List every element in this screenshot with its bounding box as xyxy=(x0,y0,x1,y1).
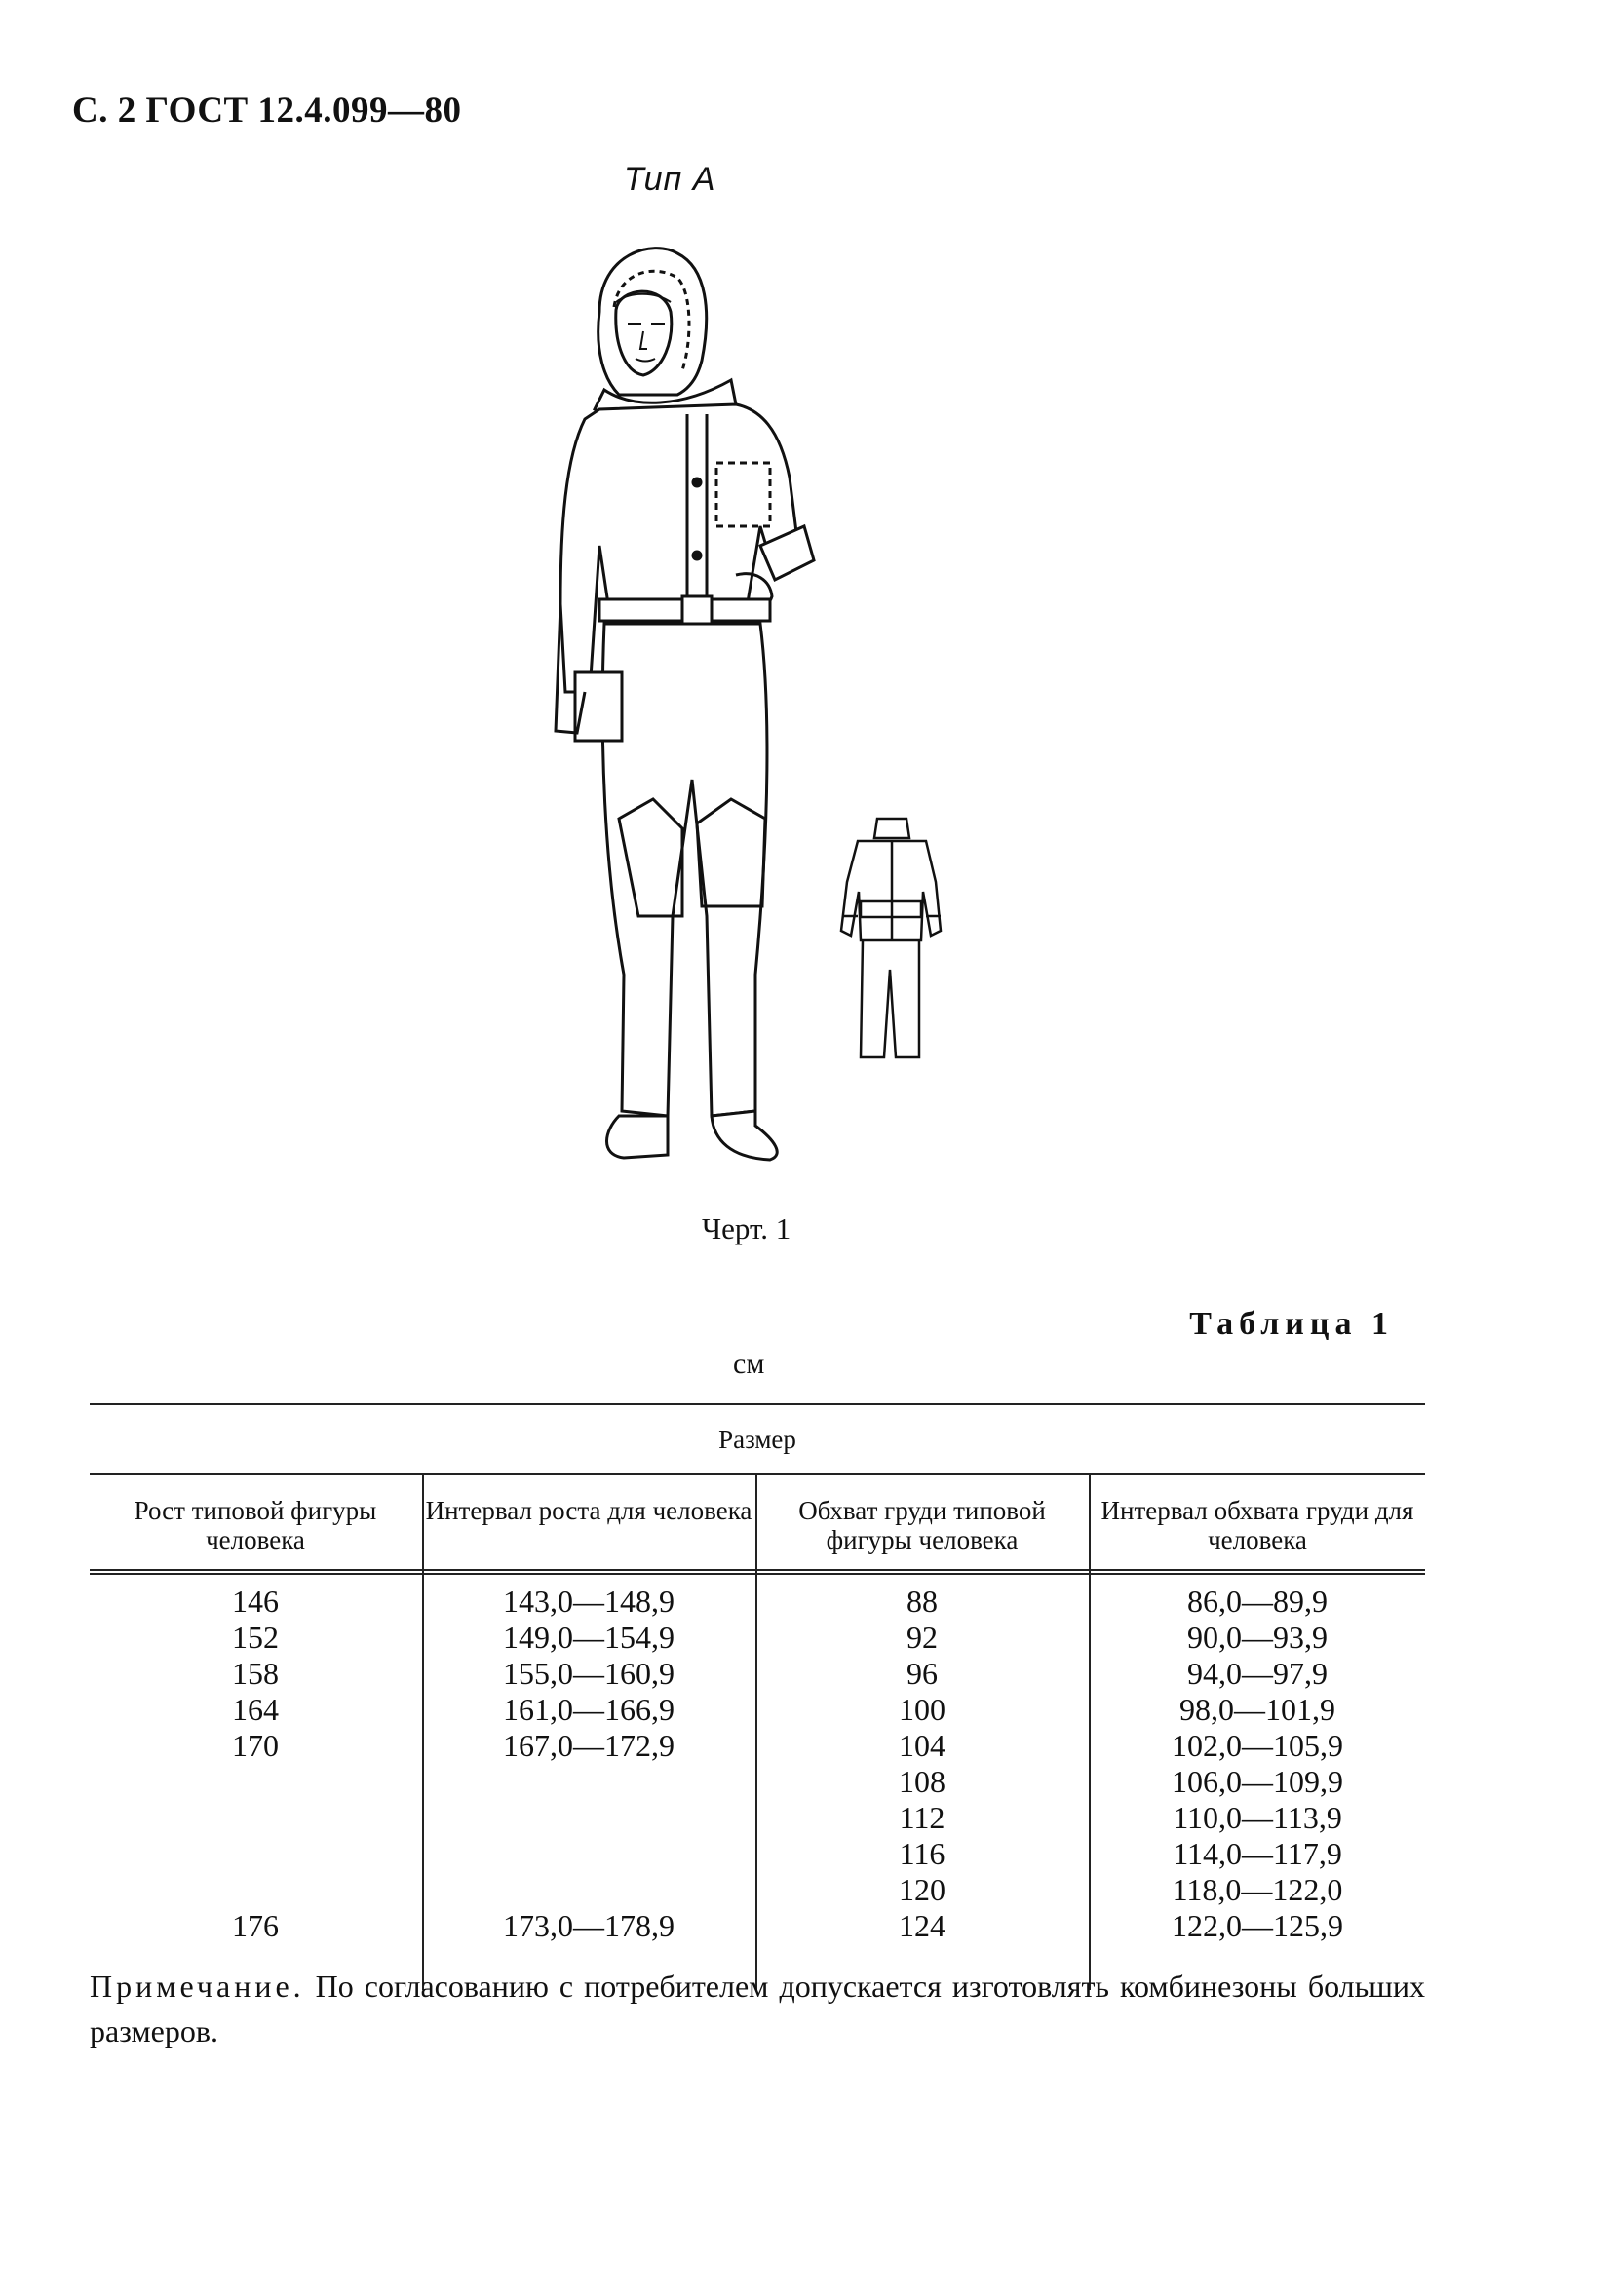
table-cell: 112 xyxy=(899,1800,945,1835)
table-cell: 161,0—166,9 xyxy=(503,1692,675,1727)
column-header-chest-interval: Интервал обхвата груди для человека xyxy=(1100,1496,1414,1554)
table-top-rule xyxy=(90,1403,1425,1405)
note-text: По согласованию с потребителем допускается изготовлять комбинезоны больших размеров. xyxy=(90,1969,1426,2048)
table-cell: 124 xyxy=(899,1908,945,1943)
table-unit: см xyxy=(733,1348,765,1380)
table-cell: 122,0—125,9 xyxy=(1172,1908,1343,1943)
table-cell: 152 xyxy=(232,1620,279,1655)
table-group-rule xyxy=(90,1473,1425,1475)
table-cell: 100 xyxy=(899,1692,945,1727)
table-header-rule xyxy=(90,1569,1425,1571)
table-header-rule-double xyxy=(90,1573,1425,1575)
table-cell: 92 xyxy=(906,1620,938,1655)
table-cell: 118,0—122,0 xyxy=(1172,1872,1343,1907)
table-cell: 94,0—97,9 xyxy=(1187,1656,1328,1691)
table-cell: 176 xyxy=(232,1908,279,1943)
type-label: Тип А xyxy=(624,161,716,198)
table-cell: 164 xyxy=(232,1692,279,1727)
table-cell: 149,0—154,9 xyxy=(503,1620,675,1655)
overall-back-figure xyxy=(833,814,950,1062)
table-cell: 108 xyxy=(899,1764,945,1799)
table-cell: 104 xyxy=(899,1728,945,1763)
column-header-height-interval: Интервал роста для человека xyxy=(425,1496,752,1525)
table-cell: 102,0—105,9 xyxy=(1172,1728,1343,1763)
table-cell: 86,0—89,9 xyxy=(1187,1584,1328,1619)
table-cell: 96 xyxy=(906,1656,938,1691)
table-cell: 110,0—113,9 xyxy=(1173,1800,1342,1835)
table-cell: 155,0—160,9 xyxy=(503,1656,675,1691)
table-cell: 146 xyxy=(232,1584,279,1619)
table-cell: 116 xyxy=(899,1836,945,1871)
figure-caption: Черт. 1 xyxy=(702,1211,791,1245)
table-cell: 90,0—93,9 xyxy=(1187,1620,1328,1655)
column-header-height: Рост типовой фигуры человека xyxy=(134,1496,377,1554)
table-cell: 158 xyxy=(232,1656,279,1691)
page-header: С. 2 ГОСТ 12.4.099—80 xyxy=(72,91,462,131)
table-group-header: Размер xyxy=(718,1425,796,1454)
table-cell: 173,0—178,9 xyxy=(503,1908,675,1943)
table-note xyxy=(90,1964,1425,2053)
table-cell: 98,0—101,9 xyxy=(1179,1692,1335,1727)
table-cell: 170 xyxy=(232,1728,279,1763)
table-cell: 120 xyxy=(899,1872,945,1907)
table-cell: 114,0—117,9 xyxy=(1173,1836,1342,1871)
table-cell: 143,0—148,9 xyxy=(503,1584,675,1619)
column-header-chest: Обхват груди типовой фигуры человека xyxy=(798,1496,1046,1554)
table-title: Таблица 1 xyxy=(1189,1306,1394,1342)
table-cell: 88 xyxy=(906,1584,938,1619)
note-label: Примечание. xyxy=(90,1969,305,2004)
table-cell: 167,0—172,9 xyxy=(503,1728,675,1763)
table-cell: 106,0—109,9 xyxy=(1172,1764,1343,1799)
